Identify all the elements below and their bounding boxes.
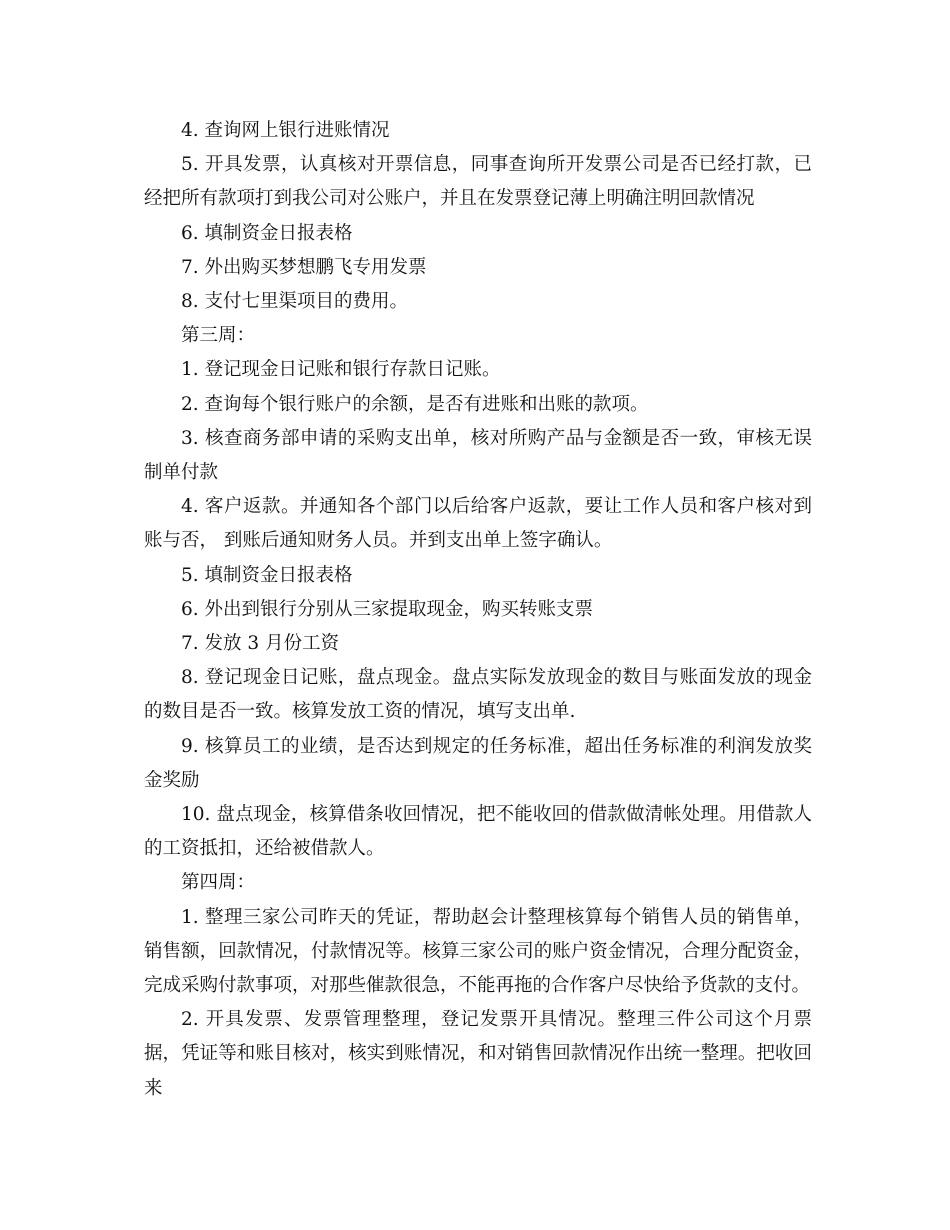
list-item: 4. 查询网上银行进账情况 [181,120,390,141]
list-item: 5. 开具发票，认真核对开票信息，同事查询所开发票公司是否已经打款，已经把所有款项打到我公司对公账户，并且在发票登记薄上明确注明回款情况 [144,154,812,210]
list-item: 7. 外出购买梦想鹏飞专用发票 [181,256,427,278]
list-item: 2. 开具发票、发票管理整理，登记发票开具情况。整理三件公司这个月票据，凭证等和账目核对，核实到账情况，和对销售回款情况作出统一整理。把收回来 [144,1009,812,1099]
list-item: 6. 填制资金日报表格 [181,222,353,244]
document-body [144,114,812,1106]
list-item: 2. 查询每个银行账户的余额，是否有进账和出账的款项。 [181,393,649,415]
section-heading-week-4: 第四周： [181,872,256,894]
list-item: 4. 客户返款。并通知各个部门以后给客户返款，要让工作人员和客户核对到账与否， 到账后通知财务人员。并到支出单上签字确认。 [144,496,812,552]
list-item: 5. 填制资金日报表格 [181,564,353,586]
list-item: 8. 支付七里渠项目的费用。 [181,291,409,313]
list-item: 9. 核算员工的业绩，是否达到规定的任务标准，超出任务标准的利润发放奖金奖励 [144,735,812,791]
list-item: 8. 登记现金日记账，盘点现金。盘点实际发放现金的数目与账面发放的现金的数目是否一致。核算发放工资的情况，填写支出单. [144,667,812,723]
list-item: 10. 盘点现金，核算借条收回情况，把不能收回的借款做清帐处理。用借款人的工资抵扣，还给被借款人。 [144,804,812,860]
section-heading-week-3: 第三周： [181,325,256,347]
list-item: 1. 整理三家公司昨天的凭证，帮助赵会计整理核算每个销售人员的销售单，销售额，回款情况，付款情况等。核算三家公司的账户资金情况，合理分配资金，完成采购付款事项，对那些催款很急，不能再拖的合作客户尽快给予货款的支付。 [144,906,812,997]
list-item: 1. 登记现金日记账和银行存款日记账。 [181,359,501,381]
list-item: 7. 发放 3 月份工资 [181,633,340,655]
list-item: 3. 核查商务部申请的采购支出单，核对所购产品与金额是否一致，审核无误制单付款 [144,427,812,484]
list-item: 6. 外出到银行分别从三家提取现金，购买转账支票 [181,598,594,620]
